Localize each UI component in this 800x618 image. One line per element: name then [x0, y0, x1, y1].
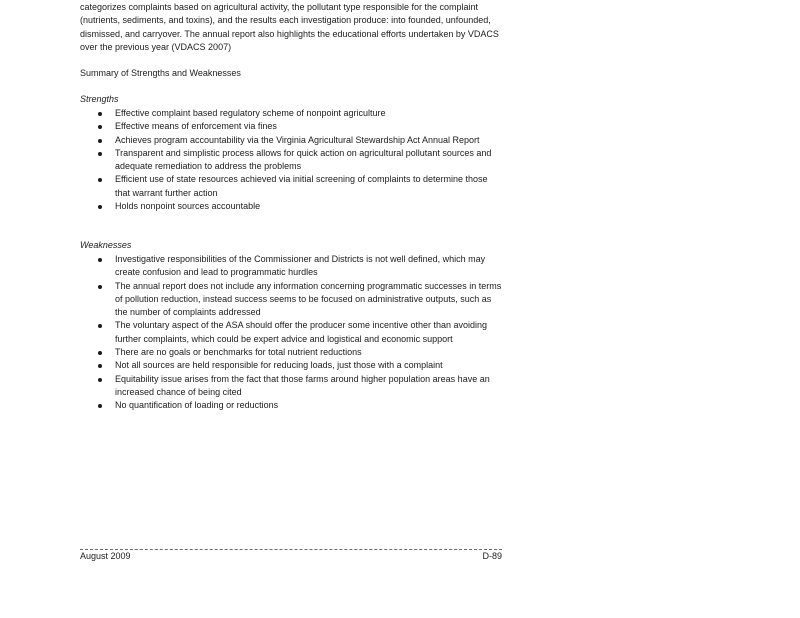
bullet-icon — [98, 152, 102, 156]
footer-date: August 2009 — [80, 551, 131, 561]
strengths-heading: Strengths — [80, 94, 119, 104]
list-item-text: The voluntary aspect of the ASA should offer the producer some incentive other than avoiding further complaints, which could be expert advice and logistical and economic support — [115, 320, 488, 344]
bullet-icon — [98, 125, 102, 129]
weaknesses-heading: Weaknesses — [80, 240, 132, 250]
footer-divider — [80, 549, 502, 550]
bullet-icon — [98, 178, 102, 182]
list-item — [80, 120, 505, 133]
list-item — [80, 359, 505, 372]
bullet-icon — [98, 404, 102, 408]
bullet-icon — [98, 139, 102, 143]
bullet-icon — [98, 112, 102, 116]
bullet-icon — [98, 351, 102, 355]
footer-page-number: D-89 — [482, 551, 502, 561]
list-item — [80, 200, 505, 213]
list-item — [80, 399, 505, 412]
bullet-icon — [98, 324, 102, 328]
list-item — [80, 280, 505, 320]
strengths-list — [80, 107, 505, 213]
summary-heading: Summary of Strengths and Weaknesses — [80, 68, 241, 78]
list-item — [80, 107, 505, 120]
bullet-icon — [98, 364, 102, 368]
list-item — [80, 134, 505, 147]
list-item-text: Effective means of enforcement via fines — [115, 121, 277, 132]
list-item — [80, 173, 505, 200]
bullet-icon — [98, 285, 102, 289]
intro-paragraph: categorizes complaints based on agricultural activity, the pollutant type responsible for the complaint (nutrients, sediments, and toxins), and the results each investigation produce: into founded, unfounded, dismissed, and carryover. The annual report also highlights the educational efforts undertaken by VDACS over the previous year (VDACS 2007) — [80, 2, 499, 52]
list-item-text: Efficient use of state resources achieved via initial screening of complaints to determine those that warrant further action — [115, 174, 488, 198]
list-item — [80, 373, 505, 400]
weaknesses-list — [80, 253, 505, 413]
list-item-text: Equitability issue arises from the fact that those farms around higher population areas have an increased chance of being cited — [115, 373, 490, 397]
bullet-icon — [98, 378, 102, 382]
list-item-text: Not all sources are held responsible for reducing loads, just those with a complaint — [115, 360, 443, 371]
list-item-text: Transparent and simplistic process allows for quick action on agricultural pollutant sources and adequate remediation to address the problems — [115, 147, 492, 172]
list-item-text: The annual report does not include any information concerning programmatic successes in terms of pollution reduction, instead success seems to be focused on administrative outputs, such as the number of complaints addressed — [115, 280, 502, 318]
list-item-text: Achieves program accountability via the Virginia Agricultural Stewardship Act Annual Report — [115, 134, 480, 145]
list-item — [80, 147, 505, 174]
bullet-icon — [98, 258, 102, 262]
list-item-text: Investigative responsibilities of the Commissioner and Districts is not well defined, which may create confusion and lead to programmatic hurdles — [115, 254, 486, 278]
list-item-text: Holds nonpoint sources accountable — [115, 201, 261, 212]
list-item-text: There are no goals or benchmarks for total nutrient reductions — [115, 347, 362, 358]
list-item-text: No quantification of loading or reductions — [115, 400, 279, 411]
list-item — [80, 346, 505, 359]
list-item — [80, 253, 505, 280]
list-item-text: Effective complaint based regulatory scheme of nonpoint agriculture — [115, 108, 386, 118]
list-item — [80, 319, 505, 346]
bullet-icon — [98, 205, 102, 209]
